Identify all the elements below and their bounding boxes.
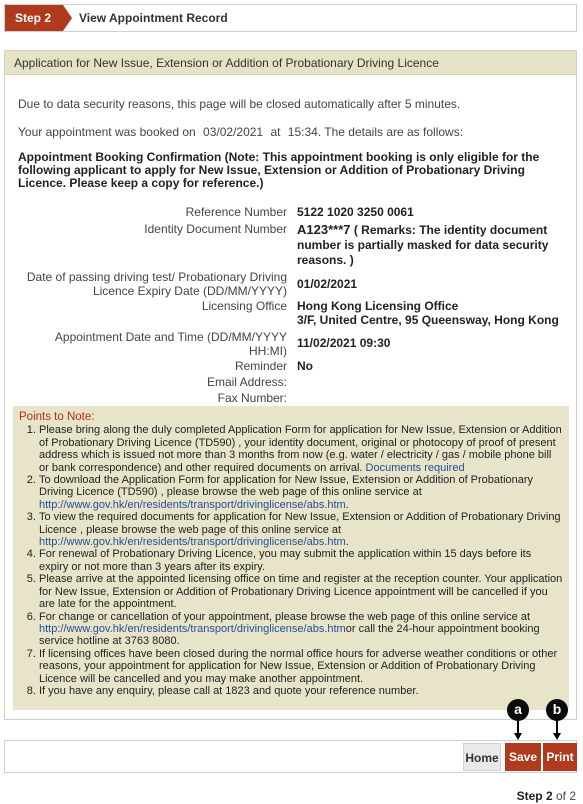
callout-b-arrowhead — [553, 733, 561, 740]
step-header — [4, 4, 577, 32]
panel-title: Application for New Issue, Extension or Addition of Probationary Driving Licence — [5, 51, 576, 75]
note-text: . — [345, 536, 349, 549]
callout-a-arrowhead — [514, 733, 522, 740]
list-item — [39, 511, 563, 548]
id-doc-remark: ( Remarks: The identity document number is partially masked for data security reasons. ) — [297, 223, 549, 267]
id-doc-value-block — [297, 222, 559, 268]
booked-date: 03/02/2021 — [203, 125, 264, 139]
test-date-value: 01/02/2021 — [297, 277, 358, 291]
reminder-value: No — [297, 359, 313, 373]
list-item: 4. For renewal of Probationary Driving Licence, you may submit the application within 15 days before its expiry or not more than 3 years after its expiry. — [39, 548, 563, 573]
office-address: 3/F, United Centre, 95 Queensway, Hong Kong — [297, 313, 559, 327]
test-date-label-line1: Date of passing driving test/ Probationary Driving — [26, 270, 287, 284]
note-text: To view the required documents for application for New Issue, Extension or Addition of Probationary Driving Licence , please browse the web page of this online service at — [39, 511, 561, 536]
step-indicator-total: of 2 — [555, 789, 576, 803]
note-text: For change or cancellation of your appointment, please browse the web page of this online service at — [39, 610, 531, 623]
save-button[interactable]: Save — [505, 743, 541, 771]
page-title: View Appointment Record — [79, 11, 228, 25]
note-text: To download the Application Form for application for New Issue, Extension or Addition of Probationary Driving Licence (TD590) , please browse the web page of this online service at — [39, 474, 534, 499]
booked-at: at — [270, 125, 281, 139]
callout-b-marker: b — [546, 699, 568, 721]
step-badge: Step 2 — [5, 5, 63, 31]
service-link[interactable]: http://www.gov.hk/en/residents/transport/drivinglicense/abs.htm — [39, 622, 346, 635]
list-item: 8. If you have any enquiry, please call at 1823 and quote your reference number. — [39, 685, 563, 697]
office-label: Licensing Office — [201, 299, 287, 313]
step-badge-arrow — [63, 5, 72, 31]
booked-suffix: The details are as follows: — [324, 125, 464, 139]
home-button[interactable]: Home — [463, 743, 501, 771]
points-to-note — [13, 406, 569, 710]
appt-value: 11/02/2021 09:30 — [297, 336, 391, 350]
appt-label-line1: Appointment Date and Time (DD/MM/YYYY — [54, 330, 287, 344]
booked-prefix: Your appointment was booked on — [18, 125, 196, 139]
booking-timestamp — [18, 125, 463, 139]
reference-value: 5122 1020 3250 0061 — [297, 205, 414, 219]
step-indicator-current: Step 2 — [516, 789, 553, 803]
reference-label: Reference Number — [185, 205, 287, 219]
service-link[interactable]: http://www.gov.hk/en/residents/transport/drivinglicense/abs.htm — [39, 498, 346, 511]
confirmation-heading: Appointment Booking Confirmation (Note: This appointment booking is only eligible for the following applicant to apply for New Issue, Extension or Addition of Probationary Driving Licence. Please keep a copy for reference.) — [18, 150, 540, 190]
office-name: Hong Kong Licensing Office — [297, 299, 459, 313]
appointment-record-panel — [4, 50, 577, 720]
documents-required-link[interactable]: Documents required — [365, 461, 465, 474]
list-item — [39, 474, 563, 511]
bottom-action-bar — [4, 740, 577, 773]
fax-label: Fax Number: — [217, 391, 287, 405]
points-list — [19, 424, 563, 697]
callout-a-marker: a — [507, 699, 529, 721]
list-item — [39, 611, 563, 648]
service-link[interactable]: http://www.gov.hk/en/residents/transport/drivinglicense/abs.htm — [39, 536, 346, 549]
list-item: 7. If licensing offices have been closed during the normal office hours for adverse weather conditions or other reasons, your appointment for application for New Issue, Extension or Addition of Probationary Driving Licence will be cancelled and you may make another appointment. — [39, 648, 563, 685]
note-text: . — [345, 498, 349, 511]
note-text: or call the 24-hour appointment booking service hotline at 3763 8080. — [39, 622, 540, 648]
email-label: Email Address: — [206, 375, 287, 389]
note-text: Please bring along the duly completed Application Form for application for New Issue, Extension or Addition of Probationary Driving Licence (TD590) , your identity document, original or photocopy of proof of present address which is issued not more than 3 months from now (e.g. water / electricity / gas / mobile phone bill or bank correspondence) and other required documents on arrival. — [39, 424, 562, 474]
booked-time: 15:34. — [287, 125, 322, 139]
id-doc-value: A123***7 — [297, 222, 351, 237]
test-date-label-line2: Licence Expiry Date (DD/MM/YYYY) — [92, 284, 287, 298]
security-notice: Due to data security reasons, this page will be closed automatically after 5 minutes. — [18, 97, 461, 111]
points-to-note-title: Points to Note: — [19, 411, 95, 423]
print-button[interactable]: Print — [543, 743, 577, 771]
appt-label-line2: HH:MI) — [249, 344, 287, 358]
list-item: 5. Please arrive at the appointed licensing office on time and register at the reception counter. Your application for New Issue, Extension or Addition of Probationary Driving Licence appointment will be cancelled if you are late for the appointment. — [39, 573, 563, 610]
step-indicator — [517, 789, 576, 803]
id-doc-label: Identity Document Number — [144, 222, 287, 236]
reminder-label: Reminder — [234, 359, 287, 373]
list-item — [39, 424, 563, 474]
